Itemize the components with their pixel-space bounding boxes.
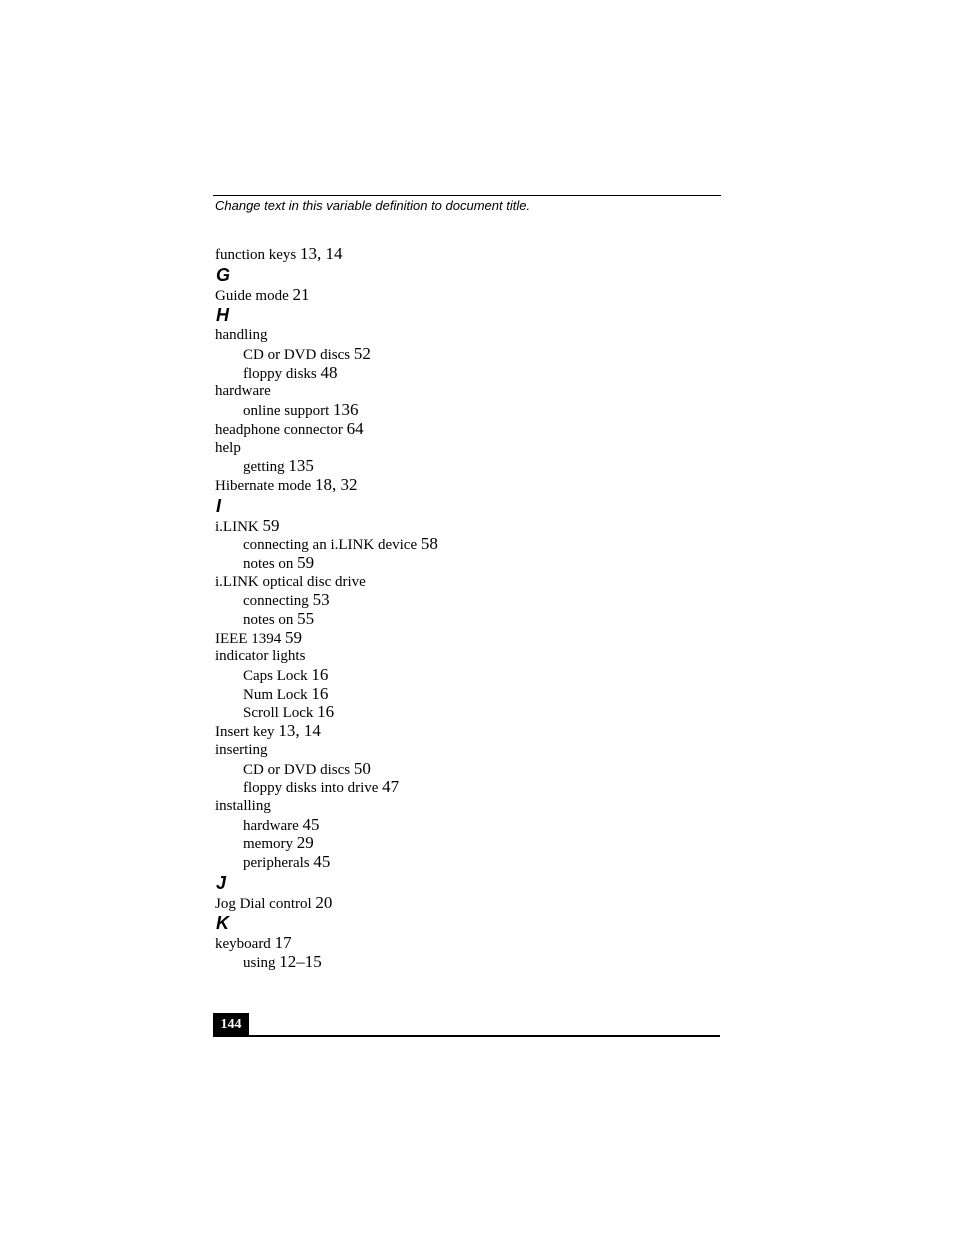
index-term: hardware [243, 817, 299, 834]
index-page-ref: 50 [353, 758, 371, 778]
index-term: Scroll Lock [243, 705, 314, 722]
index-page-ref: 52 [353, 344, 371, 364]
index-term: connecting an i.LINK device [243, 537, 418, 554]
index-list [215, 245, 715, 972]
index-page-ref: 12–15 [279, 952, 322, 971]
index-term: floppy disks into drive [243, 780, 379, 797]
index-term: keyboard [215, 936, 271, 953]
index-page-ref: 64 [346, 418, 364, 438]
index-page-ref: 16 [311, 683, 329, 703]
index-term: connecting [243, 593, 309, 610]
index-entry [215, 894, 715, 913]
index-subentry [215, 685, 715, 704]
index-page-ref: 29 [296, 833, 314, 853]
index-page-ref: 59 [297, 552, 315, 572]
index-page-ref: 47 [382, 777, 400, 797]
index-page-ref: 59 [262, 515, 280, 535]
index-term: floppy disks [243, 365, 317, 382]
index-term: i.LINK optical disc drive [215, 573, 366, 590]
index-term: i.LINK [215, 518, 259, 535]
index-subentry [215, 591, 715, 610]
index-term: help [215, 439, 241, 456]
index-term: headphone connector [215, 421, 343, 438]
index-term: Hibernate mode [215, 477, 312, 494]
index-entry [215, 286, 715, 305]
index-entry [215, 573, 715, 592]
index-entry [215, 382, 715, 401]
index-entry [215, 741, 715, 760]
index-subentry [215, 364, 715, 383]
index-term: inserting [215, 741, 268, 758]
index-term: Insert key [215, 724, 275, 741]
index-subentry [215, 554, 715, 573]
index-entry [215, 517, 715, 536]
index-page-ref: 59 [284, 627, 302, 647]
index-entry [215, 722, 715, 741]
index-page-ref: 16 [311, 665, 329, 685]
index-subentry [215, 666, 715, 685]
index-subentry [215, 457, 715, 476]
index-term: hardware [215, 383, 271, 400]
index-term: IEEE 1394 [215, 630, 282, 647]
index-term: online support [243, 403, 330, 420]
index-letter-heading: H [216, 305, 229, 326]
index-term: CD or DVD discs [243, 761, 351, 778]
index-term: notes on [243, 555, 294, 572]
index-subentry [215, 760, 715, 779]
index-term: Jog Dial control [215, 895, 312, 912]
index-term: using [243, 955, 276, 971]
index-page-ref: 13, 14 [278, 721, 321, 741]
index-page-ref: 53 [312, 590, 330, 610]
index-entry [215, 647, 715, 666]
index-subentry [215, 778, 715, 797]
index-page-ref: 55 [297, 609, 315, 628]
index-page-ref: 136 [333, 400, 359, 420]
index-entry [215, 245, 715, 264]
header-rule [213, 195, 721, 196]
index-subentry [215, 535, 715, 554]
index-term: CD or DVD discs [243, 347, 351, 364]
index-term: notes on [243, 612, 294, 628]
index-term: Num Lock [243, 686, 308, 703]
index-page-ref: 45 [313, 851, 331, 871]
index-letter-heading: K [216, 913, 229, 934]
index-page-ref: 58 [420, 534, 438, 554]
index-term: handling [215, 327, 268, 344]
index-entry [215, 439, 715, 458]
index-term: memory [243, 836, 293, 853]
index-term: indicator lights [215, 648, 306, 665]
index-entry [215, 326, 715, 345]
index-entry [215, 476, 715, 495]
footer-rule [213, 1035, 720, 1037]
index-subentry [215, 401, 715, 420]
index-subentry [215, 834, 715, 853]
index-term: getting [243, 459, 285, 476]
index-letter-heading: J [216, 872, 227, 893]
index-term: peripherals [243, 854, 310, 871]
index-subentry [215, 610, 715, 629]
index-page-ref: 17 [274, 933, 292, 953]
index-term: Caps Lock [243, 668, 308, 685]
index-page-ref: 16 [317, 702, 335, 722]
index-page-ref: 48 [320, 362, 338, 382]
index-term: installing [215, 797, 271, 814]
index-subentry [215, 853, 715, 872]
index-page-ref: 13, 14 [299, 244, 343, 263]
index-term: function keys [215, 247, 297, 263]
index-page-ref: 135 [288, 456, 314, 476]
index-letter-heading: G [216, 264, 231, 285]
index-page-ref: 18, 32 [314, 474, 358, 494]
index-entry [215, 420, 715, 439]
index-page-ref: 21 [292, 284, 310, 304]
index-letter-heading: I [216, 495, 222, 516]
index-page-ref: 45 [302, 814, 320, 834]
index-entry [215, 934, 715, 953]
index-subentry [215, 816, 715, 835]
index-term: Guide mode [215, 287, 289, 304]
index-subentry [215, 345, 715, 364]
index-subentry [215, 703, 715, 722]
index-subentry [215, 953, 715, 972]
page-number: 144 [213, 1013, 249, 1036]
index-page-ref: 20 [315, 892, 333, 912]
document-title: Change text in this variable definition to document title. [215, 198, 531, 213]
index-entry [215, 797, 715, 816]
index-entry [215, 629, 715, 648]
